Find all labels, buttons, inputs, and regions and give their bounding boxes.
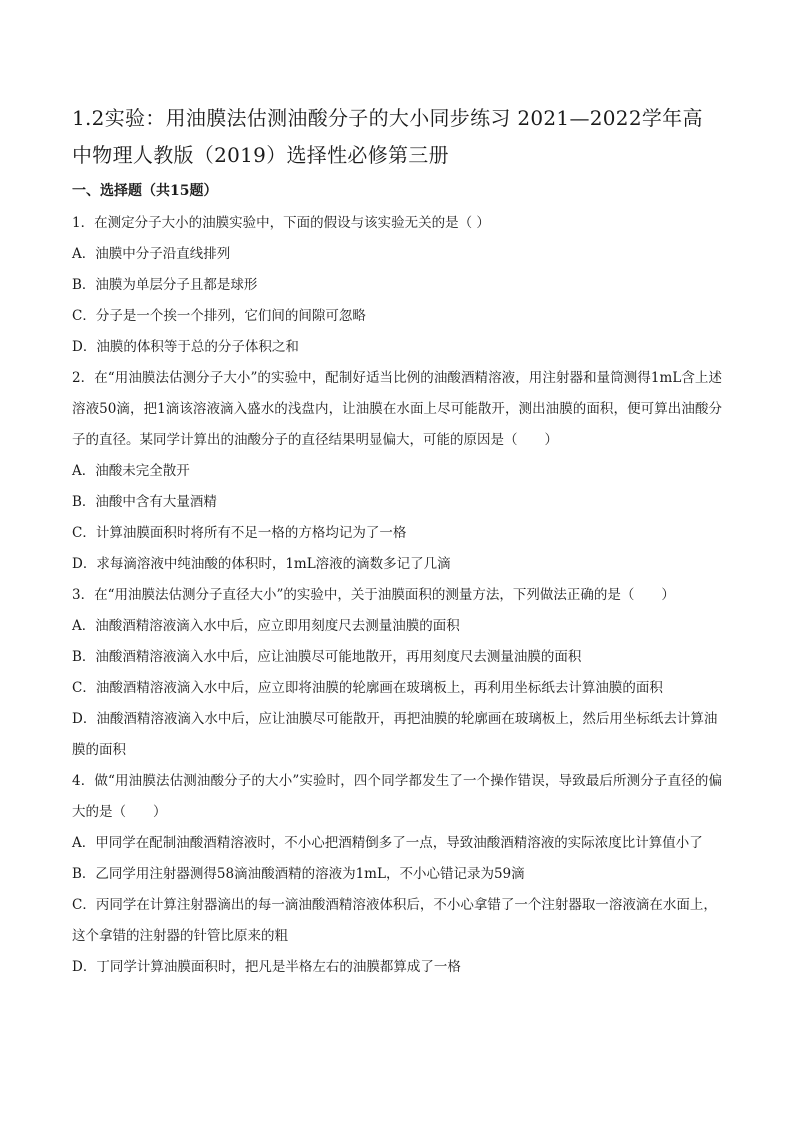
option-d: D．求每滴溶液中纯油酸的体积时，1mL溶液的滴数多记了几滴 [72,556,451,572]
question-1 [72,208,722,363]
option-b: B．油酸酒精溶液滴入水中后，应让油膜尽可能地散开，再用刻度尺去测量油膜的面积 [72,649,582,665]
option-d: D．丁同学计算油膜面积时，把凡是半格左右的油膜都算成了一格 [72,959,461,975]
question-2 [72,363,722,580]
question-4 [72,766,722,983]
option-b: B．乙同学用注射器测得58滴油酸酒精的溶液为1mL，不小心错记录为59滴 [72,866,525,882]
option-c: C．油酸酒精溶液滴入水中后，应立即将油膜的轮廓画在玻璃板上，再利用坐标纸去计算油膜的面积 [72,680,663,696]
question-stem: 1．在测定分子大小的油膜实验中，下面的假设与该实验无关的是（ ） [72,215,490,231]
question-stem: 3．在“用油膜法估测分子直径大小”的实验中，关于油膜面积的测量方法，下列做法正确的是（ ） [72,587,675,603]
option-a: A．油膜中分子沿直线排列 [72,246,231,262]
document-title: 1.2实验：用油膜法估测油酸分子的大小同步练习 2021—2022学年高中物理人教版（2019）选择性必修第三册 [72,106,703,167]
question-stem: 4．做“用油膜法估测油酸分子的大小”实验时，四个同学都发生了一个操作错误，导致最后所测分子直径的偏大的是（ ） [72,773,722,820]
question-3 [72,580,722,766]
option-a: A．甲同学在配制油酸酒精溶液时，不小心把酒精倒多了一点，导致油酸酒精溶液的实际浓度比计算值小了 [72,835,703,851]
option-a: A．油酸酒精溶液滴入水中后，应立即用刻度尺去测量油膜的面积 [72,618,460,634]
option-d: D．油酸酒精溶液滴入水中后，应让油膜尽可能散开，再把油膜的轮廓画在玻璃板上，然后用坐标纸去计算油膜的面积 [72,711,718,758]
option-c: C．分子是一个挨一个排列，它们间的间隙可忽略 [72,308,366,324]
option-c: C．丙同学在计算注射器滴出的每一滴油酸酒精溶液体积后，不小心拿错了一个注射器取一溶液滴在水面上，这个拿错的注射器的针管比原来的粗 [72,897,717,944]
option-b: B．油膜为单层分子且都是球形 [72,277,258,293]
option-d: D．油膜的体积等于总的分子体积之和 [72,339,299,355]
option-a: A．油酸未完全散开 [72,463,190,479]
option-c: C．计算油膜面积时将所有不足一格的方格均记为了一格 [72,525,407,541]
option-b: B．油酸中含有大量酒精 [72,494,217,510]
section-heading: 一、选择题（共15题） [72,183,218,199]
question-stem: 2．在“用油膜法估测分子大小”的实验中，配制好适当比例的油酸酒精溶液，用注射器和量筒测得1mL含上述溶液50滴，把1滴该溶液滴入盛水的浅盘内，让油膜在水面上尽可能散开，测出油膜的面积，便可算出油酸分子的直径。某同学计算出的油酸分子的直径结果明显偏大，可能的原因是（ ） [72,370,722,448]
